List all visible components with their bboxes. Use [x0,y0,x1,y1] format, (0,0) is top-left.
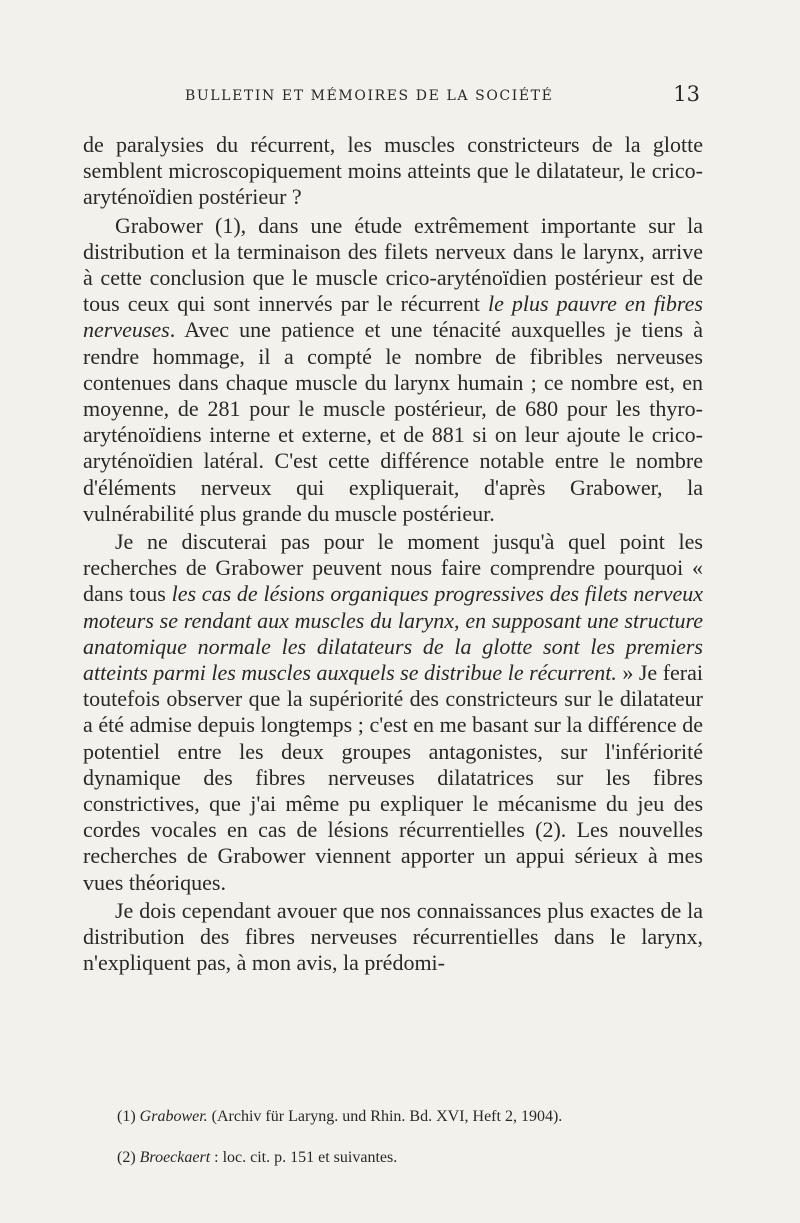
footnote-2-author: Broeckaert [139,1149,211,1166]
paragraph-2-text-end: . Avec une patience et une ténacité auxquelles je tiens à rendre hommage, il a compté le nombre de fibribles nerveuses contenues dans chaque muscle du larynx humain ; ce nombre est, en moyenne, de 281 pour le muscle postérieur, de 680 pour les thyro-aryténoïdiens interne et externe, et de 881 si on leur ajoute le crico-aryténoïdien latéral. C'est cette différence notable entre le nombre d'éléments nerveux qui expliquerait, d'après Grabower, la vulnérabilité plus grande du muscle postérieur. [83,317,703,526]
footnote-2 [117,1148,677,1168]
paragraph-3-text-end: » Je ferai toutefois observer que la supériorité des constricteurs sur le dilatateur a été admise depuis longtemps ; c'est en me basant sur la différence de potentiel entre les deux groupes antagonistes, sur l'infériorité dynamique des fibres nerveuses dilatatrices sur les fibres constrictives, que j'ai même pu expliquer le mécanisme du jeu des cordes vocales en cas de lésions récurrentielles (2). Les nouvelles recherches de Grabower viennent apporter un appui sérieux à mes vues théoriques. [83,660,703,895]
paragraph-2 [83,213,703,527]
paragraph-4-text: Je dois cependant avouer que nos connaissances plus exactes de la distribution des fibres nerveuses récurrentielles dans le larynx, n'expliquent pas, à mon avis, la prédomi- [83,897,703,976]
footnote-1 [117,1107,677,1127]
paragraph-3-text: Je ne discuterai pas pour le moment jusqu'à quel point les recherches de Grabower peuvent nous faire comprendre pourquoi « dans tous [83,529,703,607]
footnotes [117,1107,677,1189]
body-text [83,132,703,977]
footnote-2-mark: (2) [117,1149,140,1166]
footnote-1-mark: (1) [117,1108,140,1125]
paragraph-4 [83,898,703,977]
running-title: BULLETIN ET MÉMOIRES DE LA SOCIÉTÉ [185,88,554,104]
footnote-1-text: (Archiv für Laryng. und Rhin. Bd. XVI, Heft 2, 1904). [207,1108,563,1125]
paragraph-2-text: Grabower (1), dans une étude extrêmement importante sur la distribution et la terminaison des filets nerveux dans le larynx, arrive à cette conclusion que le muscle crico-aryténoïdien postérieur est de tous ceux qui sont innervés par le récurrent [83,212,703,317]
footnote-2-text: : loc. cit. p. 151 et suivantes. [210,1149,398,1166]
paragraph-2-emphasis: le plus pauvre en fibres nerveuses [83,291,703,343]
running-header [185,82,700,106]
page-number: 13 [673,82,700,106]
paragraph-3 [83,529,703,896]
paragraph-1-text: de paralysies du récurrent, les muscles constricteurs de la glotte semblent microscopiquement moins atteints que le dilatateur, le crico-aryténoïdien postérieur ? [83,132,703,210]
footnote-1-author: Grabower. [139,1108,208,1125]
paragraph-3-quotation: les cas de lésions organiques progressives des filets nerveux moteurs se rendant aux muscles du larynx, en supposant une structure anatomique normale les dilatateurs de la glotte sont les premiers atteints parmi les muscles auxquels se distribue le récurrent. [83,581,703,686]
paragraph-1 [83,132,703,211]
